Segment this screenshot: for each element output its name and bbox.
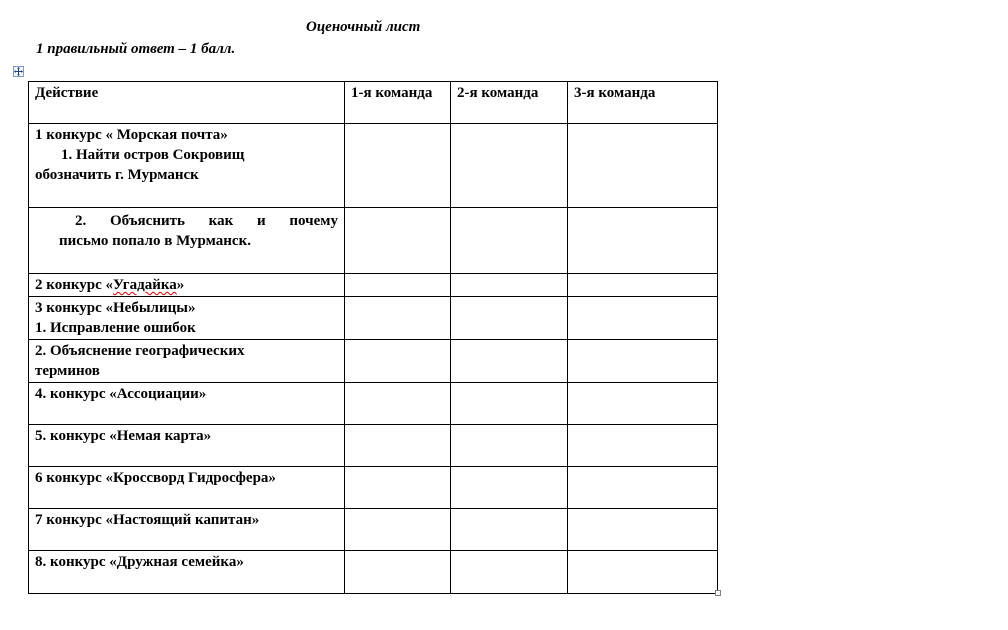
score-cell[interactable] bbox=[568, 297, 718, 340]
score-cell[interactable] bbox=[345, 124, 451, 208]
score-cell[interactable] bbox=[345, 274, 451, 297]
header-team-2: 2-я команда bbox=[451, 82, 568, 124]
contest-title: 3 конкурс «Небылицы» bbox=[35, 300, 196, 316]
action-cell[interactable]: 5. конкурс «Немая карта» bbox=[29, 425, 345, 467]
action-cell[interactable] bbox=[29, 297, 345, 340]
score-cell[interactable] bbox=[451, 467, 568, 509]
spellcheck-flagged-word: Угадайка bbox=[113, 277, 177, 293]
scoring-note: 1 правильный ответ – 1 балл. bbox=[36, 41, 236, 57]
score-cell[interactable] bbox=[345, 297, 451, 340]
table-row bbox=[29, 124, 718, 208]
score-cell[interactable] bbox=[568, 340, 718, 383]
score-cell[interactable] bbox=[451, 383, 568, 425]
header-action: Действие bbox=[29, 82, 345, 124]
action-cell[interactable]: 6 конкурс «Кроссворд Гидросфера» bbox=[29, 467, 345, 509]
score-cell[interactable] bbox=[568, 274, 718, 297]
score-cell[interactable] bbox=[568, 425, 718, 467]
table-row bbox=[29, 208, 718, 274]
table-row bbox=[29, 509, 718, 551]
score-cell[interactable] bbox=[451, 509, 568, 551]
contest-title-suffix: » bbox=[176, 277, 185, 293]
score-cell[interactable] bbox=[345, 509, 451, 551]
task-text: 1. Найти остров Сокровищ bbox=[61, 147, 245, 163]
action-cell[interactable]: 4. конкурс «Ассоциации» bbox=[29, 383, 345, 425]
header-team-1: 1-я команда bbox=[345, 82, 451, 124]
action-cell[interactable] bbox=[29, 274, 345, 297]
score-cell[interactable] bbox=[568, 551, 718, 594]
action-cell[interactable]: 7 конкурс «Настоящий капитан» bbox=[29, 509, 345, 551]
task-text-continued: письмо попало в Мурманск. bbox=[59, 233, 251, 249]
task-text: 2. Объяснить как и почему bbox=[75, 213, 338, 229]
action-cell[interactable] bbox=[29, 208, 345, 274]
header-team-3: 3-я команда bbox=[568, 82, 718, 124]
table-row bbox=[29, 551, 718, 594]
header-row bbox=[29, 82, 718, 124]
page-title: Оценочный лист bbox=[306, 19, 421, 35]
task-text: 1. Исправление ошибок bbox=[35, 320, 196, 336]
table-resize-handle[interactable] bbox=[715, 590, 721, 596]
score-cell[interactable] bbox=[451, 340, 568, 383]
score-table bbox=[28, 81, 718, 594]
score-cell[interactable] bbox=[451, 297, 568, 340]
table-move-handle-icon[interactable] bbox=[13, 66, 24, 77]
table-row bbox=[29, 467, 718, 509]
score-cell[interactable] bbox=[451, 208, 568, 274]
contest-title-prefix: 2 конкурс « bbox=[35, 277, 114, 293]
table-row bbox=[29, 274, 718, 297]
score-cell[interactable] bbox=[568, 383, 718, 425]
action-cell[interactable] bbox=[29, 340, 345, 383]
score-cell[interactable] bbox=[345, 340, 451, 383]
score-cell[interactable] bbox=[451, 425, 568, 467]
table-row bbox=[29, 297, 718, 340]
task-text: 2. Объяснение географических bbox=[35, 343, 245, 359]
task-text-continued: терминов bbox=[35, 363, 100, 379]
score-cell[interactable] bbox=[345, 383, 451, 425]
action-cell[interactable] bbox=[29, 124, 345, 208]
score-cell[interactable] bbox=[345, 467, 451, 509]
score-cell[interactable] bbox=[345, 208, 451, 274]
task-text-continued: обозначить г. Мурманск bbox=[35, 167, 199, 183]
table-row bbox=[29, 425, 718, 467]
score-cell[interactable] bbox=[451, 551, 568, 594]
table-row bbox=[29, 340, 718, 383]
score-cell[interactable] bbox=[345, 551, 451, 594]
table-row bbox=[29, 383, 718, 425]
score-cell[interactable] bbox=[451, 274, 568, 297]
score-cell[interactable] bbox=[568, 509, 718, 551]
score-cell[interactable] bbox=[568, 124, 718, 208]
score-cell[interactable] bbox=[568, 467, 718, 509]
contest-title: 1 конкурс « Морская почта» bbox=[35, 127, 228, 143]
score-cell[interactable] bbox=[451, 124, 568, 208]
score-cell[interactable] bbox=[345, 425, 451, 467]
score-cell[interactable] bbox=[568, 208, 718, 274]
action-cell[interactable]: 8. конкурс «Дружная семейка» bbox=[29, 551, 345, 594]
